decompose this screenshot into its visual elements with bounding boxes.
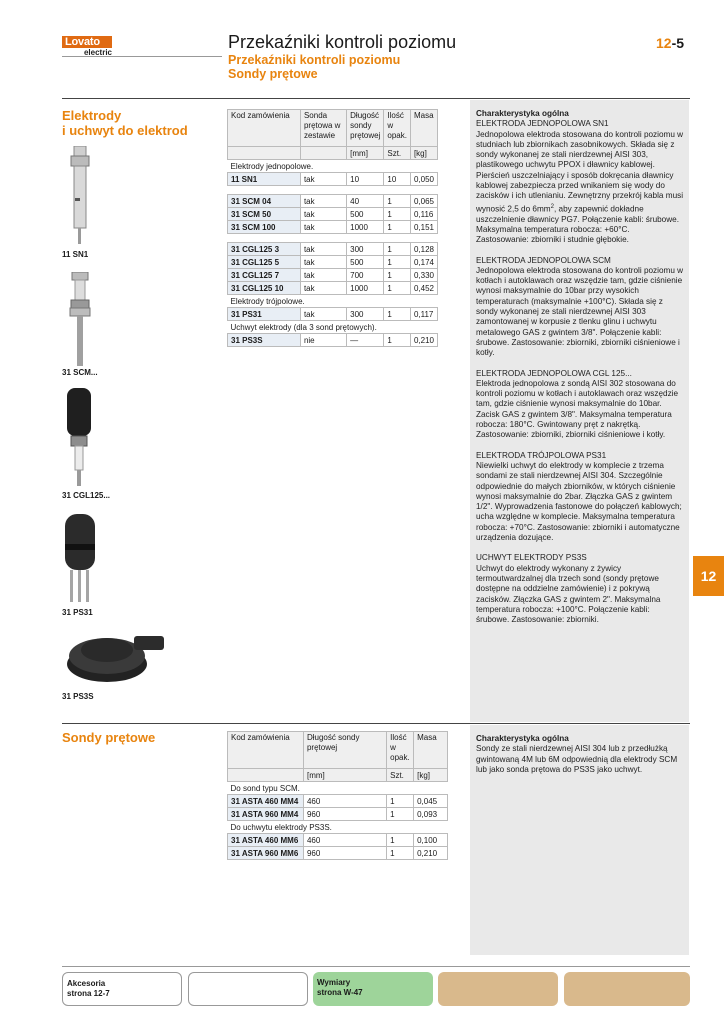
cell: 0,116: [410, 208, 437, 221]
sn1-electrode-image: [62, 146, 102, 246]
cell: 960: [303, 808, 386, 821]
cell: 1: [384, 221, 411, 234]
col-header-length: Długość sondy prętowej: [303, 732, 386, 769]
col-header-code: Kod zamówienia: [228, 732, 304, 769]
desc-sn1-text-b: , aby zapewnić dokładne uszczelnienie dławnicy PG7. Połączenie kabli: śrubowe. Maksymalna temperatura robocza: +60°C. Zastosowanie: zbiorniki i studnie głębokie.: [476, 204, 679, 245]
logo-sub: electric: [83, 48, 112, 57]
desc-ps3s-body: Uchwyt do elektrody wykonany z żywicy termoutwardzalnej dla trzech sond (sondy prętowe dostępne na oddzielne zamówienie) i z pokrywą zacisków. Złączka GAS z gwintem 2". Maksymalna temperatura robocza: +100°C. Połączenie kabli: śrubowe. Zastosowanie: zbiorniki.: [476, 563, 661, 625]
cell: tak: [300, 256, 346, 269]
cell-code: 31 SCM 50: [228, 208, 301, 221]
cell: nie: [300, 334, 346, 347]
cell: 700: [347, 269, 384, 282]
cell: 0,065: [410, 195, 437, 208]
nav-tan-box-1: [438, 972, 558, 1006]
table-row: [228, 282, 438, 295]
bottom-divider: [62, 966, 690, 967]
cell: 300: [347, 243, 384, 256]
cell: 1: [384, 256, 411, 269]
desc-ps31-title: ELEKTRODA TRÓJPOLOWA PS31: [476, 450, 607, 460]
cell: 1: [384, 243, 411, 256]
nav-accessories-page: strona 12-7: [67, 989, 110, 998]
logo-underline: [62, 56, 222, 57]
table-row: [228, 269, 438, 282]
table-row: [228, 795, 448, 808]
cell: tak: [300, 269, 346, 282]
cell: 0,128: [410, 243, 437, 256]
table-row: [228, 243, 438, 256]
cell: 0,117: [410, 308, 437, 321]
mid-divider: [62, 723, 690, 724]
table-row: [228, 834, 448, 847]
desc-cgl-body: Elektroda jednopolowa z sondą AISI 302 stosowana do kontroli poziomu w kotłach i autoklawach oraz wszędzie tam, gdzie ciśnienie wynosi maksymalnie do 10bar. Zacisk GAS z gwintem 3/8". Maksymalna temperatura robocza: 180°C. Gwintowany pręt z nakrętką. Zastosowanie: zbiorniki, zbiorniki ciśnieniowe i kotły.: [476, 378, 679, 440]
desc-heading: Charakterystyka ogólna: [476, 109, 569, 118]
cell: 40: [347, 195, 384, 208]
logo-brand: Lovato: [62, 36, 112, 48]
desc-scm-body: Jednopolowa elektroda stosowana do kontroli poziomu w kotłach i autoklawach oraz wszędzie tam, gdzie ciśnienie wynosi maksymalnie do 10bar przy wysokich temperaturach (maksymalnie +100°C). Składa się z sondy wykonanej ze stali nierdzewnej AISI 303 zamontowanej w korpusie z tlenku glinu i uchwytu metalowego GAS z gwintem 3/8". Połączenie kabli: śrubowe. Zastosowanie: zbiorniki, zbiorniki ciśnieniowe i kotły.: [476, 265, 684, 358]
col-header-qty: Ilość w opak.: [387, 732, 414, 769]
col-header-code: Kod zamówienia: [228, 110, 301, 147]
cell: 1: [384, 208, 411, 221]
page-number: [656, 35, 684, 51]
table-unit-row: [228, 769, 448, 782]
table-row: [228, 808, 448, 821]
cell: 1000: [347, 221, 384, 234]
chapter-tab[interactable]: 12: [693, 556, 724, 596]
unit-cell: [300, 147, 346, 160]
table-row: [228, 308, 438, 321]
cell: 0,151: [410, 221, 437, 234]
cell-code: 31 CGL125 5: [228, 256, 301, 269]
cell: 10: [347, 173, 384, 186]
unit-cell: Szt.: [387, 769, 414, 782]
cell-code: 31 CGL125 10: [228, 282, 301, 295]
cell: 0,050: [410, 173, 437, 186]
cell: 500: [347, 208, 384, 221]
cell: tak: [300, 195, 346, 208]
desc-ps31-body: Niewielki uchwyt do elektrody w komplecie z trzema sondami ze stali nierdzewnej AISI 304. Szczególnie odpowiednie do małych zbiorników, w których ciśnienie wynosi maksymalnie do 2bar. Złączka GAS z gwintem 1/2". Wyprowadzenia fastonowe do połączeń kablowych; ucha względne w komplecie. Maksymalna temperatura robocza: +70°C. Zastosowanie: zbiorniki i automatyczne urządzenia dozujące.: [476, 460, 682, 543]
table-header-row: [228, 110, 438, 147]
cell: 0,210: [410, 334, 437, 347]
cell: 1: [384, 269, 411, 282]
cell: 10: [384, 173, 411, 186]
page-number-page: -5: [671, 35, 685, 51]
cell: 300: [347, 308, 384, 321]
col-header-mass: Masa: [414, 732, 448, 769]
top-divider: [62, 98, 690, 99]
desc-probes-body: Sondy ze stali nierdzewnej AISI 304 lub z przedłużką gwintowaną 4M lub 6M odpowiednią dla elektrody SCM lub jako sonda prętowa do PS3S jako uchwyt.: [476, 744, 678, 774]
cell: 1000: [347, 282, 384, 295]
section-title-line1: Elektrody: [62, 108, 122, 123]
cell-code: 31 CGL125 7: [228, 269, 301, 282]
table-row: [228, 256, 438, 269]
nav-accessories-label: Akcesoria: [67, 979, 106, 988]
nav-tan-box-2: [564, 972, 690, 1006]
table-row: [228, 221, 438, 234]
cell: 1: [387, 808, 414, 821]
desc-scm-title: ELEKTRODA JEDNOPOLOWA SCM: [476, 255, 611, 265]
caption-ps31: 31 PS31: [62, 608, 93, 617]
cell: 0,330: [410, 269, 437, 282]
caption-ps3s: 31 PS3S: [62, 692, 94, 701]
cell: 1: [387, 847, 414, 860]
desc-sn1-body: [476, 130, 684, 246]
row-spacer: [228, 186, 438, 195]
nav-dimensions-page: strona W-47: [317, 988, 363, 997]
nav-dimensions-label: Wymiary: [317, 978, 351, 987]
section-title-line2: i uchwyt do elektrod: [62, 123, 188, 138]
cell: tak: [300, 308, 346, 321]
cell: tak: [300, 243, 346, 256]
cell-code: 31 PS3S: [228, 334, 301, 347]
table-row: [228, 208, 438, 221]
cell-code: 31 ASTA 460 MM4: [228, 795, 304, 808]
nav-empty-box: [188, 972, 308, 1006]
cell: 0,210: [414, 847, 448, 860]
table-row: [228, 173, 438, 186]
cell: 460: [303, 834, 386, 847]
unit-cell: [kg]: [414, 769, 448, 782]
cell: 1: [387, 834, 414, 847]
probes-table: [227, 731, 448, 860]
ps31-electrode-image: [62, 514, 102, 604]
group-label: Elektrody trójpolowe.: [228, 295, 438, 308]
group-label: Uchwyt elektrody (dla 3 sond prętowych).: [228, 321, 438, 334]
cell: 1: [384, 195, 411, 208]
cell: 0,100: [414, 834, 448, 847]
col-header-mass: Masa: [410, 110, 437, 147]
cell-code: 31 PS31: [228, 308, 301, 321]
cell-code: 31 ASTA 960 MM4: [228, 808, 304, 821]
electrodes-description: [470, 100, 689, 722]
cell: tak: [300, 221, 346, 234]
cell: 960: [303, 847, 386, 860]
nav-accessories-link[interactable]: [62, 972, 182, 1006]
table-row: [228, 195, 438, 208]
col-header-probe: Sonda prętowa w zestawie: [300, 110, 346, 147]
cell: 0,452: [410, 282, 437, 295]
electrodes-table: [227, 109, 438, 347]
cell: 0,174: [410, 256, 437, 269]
cell: 0,045: [414, 795, 448, 808]
col-header-length: Długość sondy prętowej: [347, 110, 384, 147]
col-header-qty: Ilość w opak.: [384, 110, 411, 147]
desc-heading: Charakterystyka ogólna: [476, 734, 569, 743]
section-title-probes: Sondy prętowe: [62, 730, 156, 745]
unit-cell: [mm]: [303, 769, 386, 782]
cell-code: 31 ASTA 960 MM6: [228, 847, 304, 860]
cell-code: 11 SN1: [228, 173, 301, 186]
page-number-chapter: 12: [656, 35, 672, 51]
cell-code: 31 SCM 100: [228, 221, 301, 234]
cell: tak: [300, 208, 346, 221]
desc-sn1-title: ELEKTRODA JEDNOPOLOWA SN1: [476, 119, 609, 129]
cell: —: [347, 334, 384, 347]
section-title-electrodes: [62, 108, 188, 138]
page-title: Przekaźniki kontroli poziomu: [228, 32, 457, 52]
cell: 460: [303, 795, 386, 808]
desc-cgl-title: ELEKTRODA JEDNOPOLOWA CGL 125...: [476, 368, 632, 378]
row-spacer: [228, 234, 438, 243]
cell: tak: [300, 282, 346, 295]
cgl125-electrode-image: [62, 388, 102, 488]
lovato-logo: [62, 36, 112, 56]
cell-code: 31 SCM 04: [228, 195, 301, 208]
nav-dimensions-link[interactable]: [313, 972, 433, 1006]
unit-cell: Szt.: [384, 147, 411, 160]
cell: 1: [384, 282, 411, 295]
cell: 0,093: [414, 808, 448, 821]
table-header-row: [228, 732, 448, 769]
caption-cgl125: 31 CGL125...: [62, 491, 111, 500]
probes-description: [470, 725, 689, 955]
table-row: [228, 334, 438, 347]
cell-code: 31 ASTA 460 MM6: [228, 834, 304, 847]
group-label: Do sond typu SCM.: [228, 782, 448, 795]
unit-cell: [kg]: [410, 147, 437, 160]
desc-ps3s-title: UCHWYT ELEKTRODY PS3S: [476, 553, 587, 563]
page-subtitle-1: Przekaźniki kontroli poziomu: [228, 53, 401, 67]
cell: 1: [384, 334, 411, 347]
group-label: Do uchwytu elektrody PS3S.: [228, 821, 448, 834]
cell: 1: [387, 795, 414, 808]
scm-electrode-image: [62, 272, 102, 368]
group-label: Elektrody jednopolowe.: [228, 160, 438, 173]
caption-sn1: 11 SN1: [62, 250, 89, 259]
cell: 1: [384, 308, 411, 321]
table-row: [228, 847, 448, 860]
page-subtitle-2: Sondy prętowe: [228, 67, 318, 81]
table-unit-row: [228, 147, 438, 160]
desc-sn1-text-a: Jednopolowa elektroda stosowana do kontroli poziomu w studniach lub zbiornikach zasobnikowych. Składa się z sondy wykonanej ze stali nierdzewnej AISI 303, plastikowego uchwytu PPOX i dławnicy kablowej. Pierścień uszczelniający i sposób dokręcania dławnicy kablowej zabezpiecza przed wnikaniem się wody do zacisków i ich utlenianiu. Zewnętrzny przekrój kabla musi wynosić 2,5 do 6mm: [476, 129, 684, 214]
unit-cell: [mm]: [347, 147, 384, 160]
desc-sn1-superscript: 2: [550, 203, 554, 210]
unit-cell: [228, 769, 304, 782]
cell-code: 31 CGL125 3: [228, 243, 301, 256]
cell: 500: [347, 256, 384, 269]
cell: tak: [300, 173, 346, 186]
ps3s-holder-image: [62, 626, 168, 686]
unit-cell: [228, 147, 301, 160]
caption-scm: 31 SCM...: [62, 368, 98, 377]
